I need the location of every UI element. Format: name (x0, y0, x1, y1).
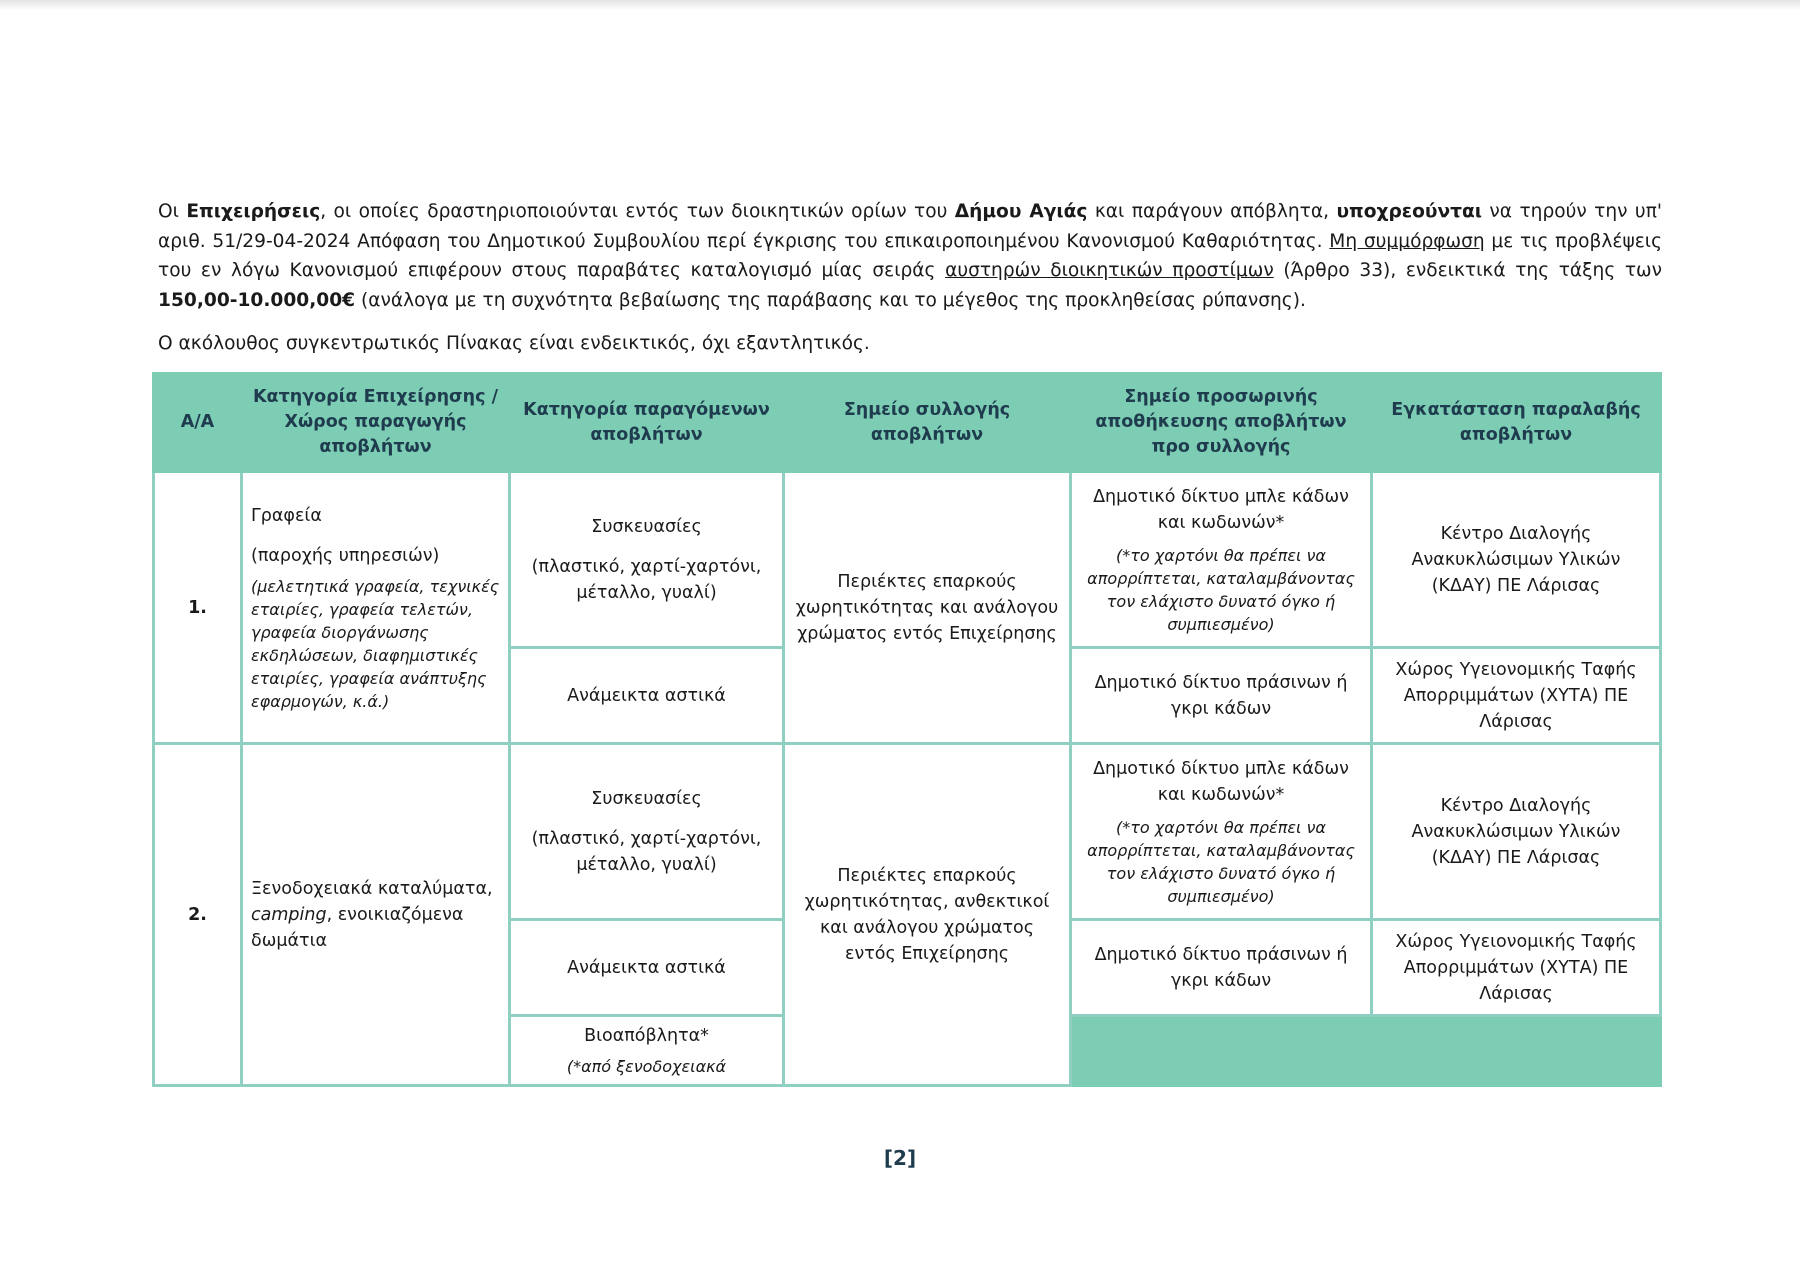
emph-businesses: Επιχειρήσεις (186, 201, 321, 222)
storage-blue-note: (*το χαρτόνι θα πρέπει να απορρίπτεται, καταλαμβάνοντας τον ελάχιστο δυνατό όγκο ή συμπιεσμένο) (1087, 545, 1355, 634)
row-number: 2. (154, 744, 242, 1086)
waste-management-table (152, 372, 1662, 1087)
storage-blue: Δημοτικό δίκτυο μπλε κάδων και κωδωνών* (1093, 758, 1349, 805)
waste-bio: Βιοαπόβλητα* (584, 1026, 709, 1046)
waste-packaging-detail: (πλαστικό, χαρτί-χαρτόνι, μέταλλο, γυαλί) (531, 828, 762, 875)
storage-green-cell: Δημοτικό δίκτυο πράσινων ή γκρι κάδων (1071, 920, 1372, 1016)
business-title: Γραφεία (251, 505, 322, 526)
header-collection-point: Σημείο συλλογής αποβλήτων (784, 374, 1071, 472)
waste-bio-cell (510, 1016, 784, 1086)
filler-cell (1071, 1016, 1661, 1086)
table-row (154, 472, 1661, 648)
emph-noncompliance: Μη συμμόρφωση (1329, 230, 1485, 252)
header-aa: Α/Α (154, 374, 242, 472)
waste-packaging: Συσκευασίες (591, 788, 702, 809)
intro-paragraph: Οι Επιχειρήσεις, οι οποίες δραστηριοποιούνται εντός των διοικητικών ορίων του Δήμου Αγιάς και παράγουν απόβλητα, υποχρεούνται να τηρούν την υπ' αριθ. 51/29-04-2024 Απόφαση του Δημοτικού Συμβουλίου περί έγκρισης του επικαιροποιημένου Κανονισμού Καθαριότητας. Μη συμμόρφωση με τις προβλέψεις του εν λόγω Κανονισμού επιφέρουν στους παραβάτες καταλογισμό μίας σειράς αυστηρών διοικητικών προστίμων (Άρθρο 33), ενδεικτικά της τάξης των 150,00-10.000,00€ (ανάλογα με τη συχνότητα βεβαίωσης της παράβασης και το μέγεθος της προκληθείσας ρύπανσης). (158, 201, 1662, 311)
table-note: Ο ακόλουθος συγκεντρωτικός Πίνακας είναι ενδεικτικός, όχι εξαντλητικός. (158, 333, 870, 354)
waste-packaging: Συσκευασίες (591, 516, 702, 537)
facility-xyta-cell: Χώρος Υγειονομικής Ταφής Απορριμμάτων (ΧΥΤΑ) ΠΕ Λάρισας (1372, 648, 1661, 744)
table-row (154, 744, 1661, 920)
emph-fines: αυστηρών διοικητικών προστίμων (945, 260, 1274, 281)
storage-green-cell: Δημοτικό δίκτυο πράσινων ή γκρι κάδων (1071, 648, 1372, 744)
collection-point-cell: Περιέκτες επαρκούς χωρητικότητας και ανάλογου χρώματος εντός Επιχείρησης (784, 472, 1071, 744)
waste-packaging-cell (510, 744, 784, 920)
header-storage-point: Σημείο προσωρινής αποθήκευσης αποβλήτων προ συλλογής (1071, 374, 1372, 472)
scan-edge (0, 0, 1800, 10)
table-header-row (154, 374, 1661, 472)
business-category-cell (242, 472, 510, 744)
emph-fine-range: 150,00-10.000,00€ (158, 289, 356, 311)
facility-kdau-cell: Κέντρο Διαλογής Ανακυκλώσιμων Υλικών (ΚΔΑΥ) ΠΕ Λάρισας (1372, 744, 1661, 920)
header-receiving-facility: Εγκατάσταση παραλαβής αποβλήτων (1372, 374, 1661, 472)
row-number: 1. (154, 472, 242, 744)
page-number: [2] (883, 1146, 917, 1170)
waste-mixed-cell: Ανάμεικτα αστικά (510, 648, 784, 744)
waste-mixed-cell: Ανάμεικτα αστικά (510, 920, 784, 1016)
header-waste-category: Κατηγορία παραγόμενων αποβλήτων (510, 374, 784, 472)
camping-text: camping (251, 904, 327, 925)
business-category-cell: Ξενοδοχειακά καταλύματα, camping, ενοικιαζόμενα δωμάτια (242, 744, 510, 1086)
business-subtitle: (παροχής υπηρεσιών) (251, 545, 440, 566)
facility-xyta-cell: Χώρος Υγειονομικής Ταφής Απορριμμάτων (ΧΥΤΑ) ΠΕ Λάρισας (1372, 920, 1661, 1016)
storage-blue-cell (1071, 472, 1372, 648)
storage-blue: Δημοτικό δίκτυο μπλε κάδων και κωδωνών* (1093, 486, 1349, 533)
storage-blue-note: (*το χαρτόνι θα πρέπει να απορρίπτεται, καταλαμβάνοντας τον ελάχιστο δυνατό όγκο ή συμπιεσμένο) (1087, 817, 1355, 906)
emph-municipality: Δήμου Αγιάς (954, 201, 1088, 222)
waste-packaging-cell (510, 472, 784, 648)
business-examples: (μελετητικά γραφεία, τεχνικές εταιρίες, γραφεία τελετών, γραφεία διοργάνωσης εκδηλώσεων, διαφημιστικές εταιρίες, γραφεία ανάπτυξης εφαρμογών, κ.ά.) (251, 576, 500, 711)
collection-point-cell: Περιέκτες επαρκούς χωρητικότητας, ανθεκτικοί και ανάλογου χρώματος εντός Επιχείρησης (784, 744, 1071, 1086)
facility-kdau-cell: Κέντρο Διαλογής Ανακυκλώσιμων Υλικών (ΚΔΑΥ) ΠΕ Λάρισας (1372, 472, 1661, 648)
header-business-category: Κατηγορία Επιχείρησης / Χώρος παραγωγής αποβλήτων (242, 374, 510, 472)
storage-blue-cell (1071, 744, 1372, 920)
emph-obliged: υποχρεούνται (1336, 201, 1483, 222)
waste-bio-note: (*από ξενοδοχειακά (566, 1057, 727, 1076)
waste-packaging-detail: (πλαστικό, χαρτί-χαρτόνι, μέταλλο, γυαλί) (531, 556, 762, 603)
